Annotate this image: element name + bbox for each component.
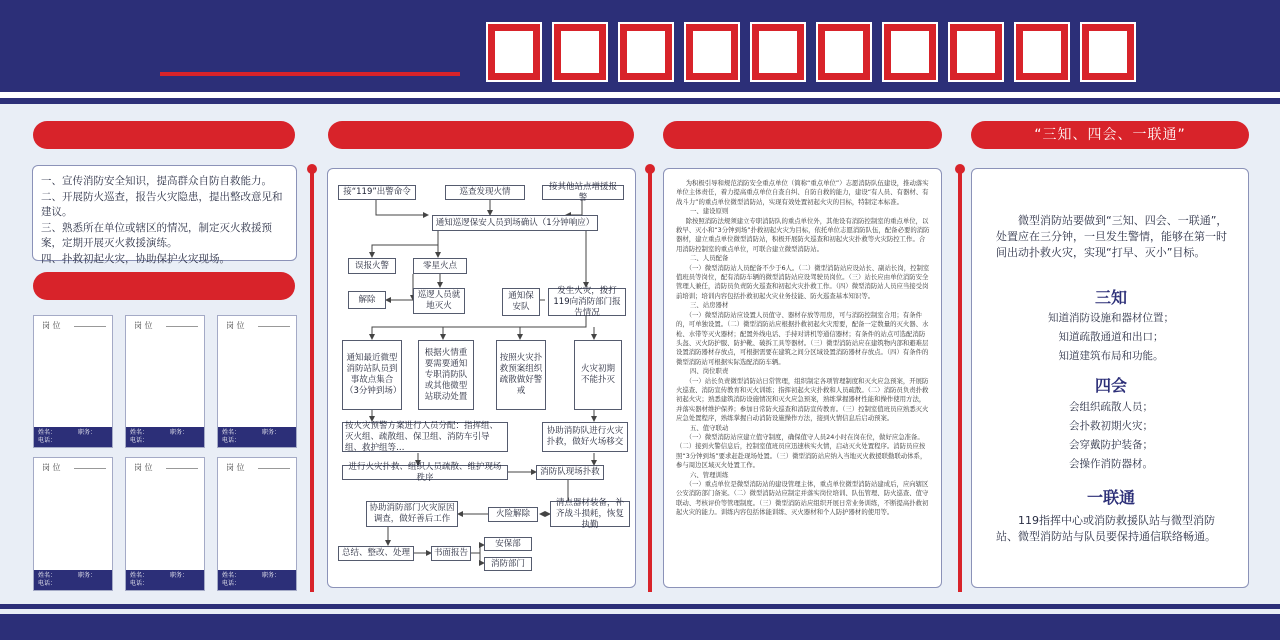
flow-node: 发生火灾，拨打119向消防部门报告情况 xyxy=(548,288,626,316)
divider-pole xyxy=(958,172,962,592)
role-position-label: 岗 位 xyxy=(226,463,245,472)
title-box xyxy=(948,22,1004,82)
regs-paragraph: （一）站长负责微型消防站日常管理，组织制定各项管理制度和灭火应急预案，开展防火巡查、消防宣传教育和灭火训练；指挥初起火灾扑救和人员疏散。（二）消防员负责扑救初起火灾；熟悉建筑消防设施情况和灭火应急预案，熟练掌握器材性能和操作使用方法，并落实器材维护保养；参加日常防火巡查和消防宣传教育。（三）控制室值班员应熟悉灭火应急处置程序，熟练掌握自动消防设施操作方法，接到火情信息后启动预案。 xyxy=(676,376,929,423)
flow-node: 巡逻人员就地灭火 xyxy=(413,288,465,314)
regs-paragraph: 除按照消防法规须建立专职消防队的重点单位外，其他设有消防控制室的重点单位，以救早、灭小和“3分钟到场”扑救初起火灾为目标，依托单位志愿消防队伍，配备必要的消防器材，建立重点单位微型消防站，积极开展防火巡查和初起火灾扑救等火灾防控工作。合用消防控制室的重点单位，可联合建立微型消防站。 xyxy=(676,216,930,253)
flow-node: 协助消防队进行火灾扑救，做好火场移交 xyxy=(542,422,628,452)
role-card xyxy=(33,315,113,448)
flow-node: 消防部门 xyxy=(484,557,532,571)
divider-pole xyxy=(648,172,652,592)
flow-node: 接“119”出警命令 xyxy=(338,185,416,200)
regs-paragraph: （一）微型消防站应设置人员值守、器材存放等用房，可与消防控制室合用；有条件的，可单独设置。（二）微型消防站应根据扑救初起火灾需要，配备一定数量的灭火器、水枪、水带等灭火器材；配置外线电话、手持对讲机等通信器材；有条件的站点可选配消防头盔、灭火防护服、防护靴、破拆工具等器材。（三）微型消防站应在建筑物内部和避难层设置消防器材存放点，可根据需要在建筑之间分区域设置消防器材存放点。（四）有条件的微型消防站可根据实际选配消防车辆。 xyxy=(676,310,929,366)
ser-intro: 微型消防站要做到“三知、四会、一联通”，处置应在三分钟，一旦发生警情，能够在第一时间出动扑救火灾，实现“打早、灭小”目标。 xyxy=(996,214,1228,259)
role-footer: 姓名： 职务： 电话： xyxy=(126,570,204,590)
ser-title: “三知、四会、一联通” xyxy=(971,121,1249,149)
san-zhi-list xyxy=(972,309,1250,366)
flow-node: 书面报告 xyxy=(431,546,471,561)
flow-node: 清点器材装备，补齐战斗损耗，恢复执勤 xyxy=(550,501,630,527)
duty-item: 三、熟悉所在单位或辖区的情况，制定灭火救援预案，定期开展灭火救援演练。 xyxy=(41,222,272,249)
title-box xyxy=(882,22,938,82)
duties-card xyxy=(32,165,297,265)
si-hui-list xyxy=(972,398,1250,474)
flow-node: 总结、整改、处理 xyxy=(338,546,414,561)
divider-pole xyxy=(310,172,314,592)
flowchart-card xyxy=(327,168,636,588)
regs-heading: 五、值守联动 xyxy=(690,423,729,432)
regs-heading: 三、站房器材 xyxy=(690,301,729,310)
regs-heading: 六、管理训练 xyxy=(690,470,729,479)
flow-node: 按照火灾扑救预案组织疏散做好警戒 xyxy=(496,340,546,410)
title-box xyxy=(816,22,872,82)
list-item: 知道疏散通道和出口； xyxy=(1058,331,1164,343)
regs-title xyxy=(663,121,942,149)
list-item: 知道建筑布局和功能。 xyxy=(1058,350,1164,362)
yi-lian-tong-heading: 一联通 xyxy=(1086,488,1135,507)
regs-paragraph: （一）重点单位是微型消防站的建设管理主体，重点单位微型消防站建成后，应向辖区公安消防部门备案。（二）微型消防站应制定并落实岗位培训、队伍管理、防火巡查、值守联动、考核评价等管理制度。（三）微型消防站应组织开展日常业务训练，不断提高扑救初起火灾的能力。训练内容包括体能训练、灭火器材和个人防护器材的使用等。 xyxy=(676,480,929,517)
flow-node: 安保部 xyxy=(484,537,532,551)
role-position-label: 岗 位 xyxy=(42,321,61,330)
flow-node: 协助消防部门火灾原因调查，做好善后工作 xyxy=(366,501,458,527)
flow-node: 根据火情重要需要通知专职消防队或其他微型站联动处置 xyxy=(418,340,474,410)
si-hui-heading: 四会 xyxy=(1094,376,1127,395)
flow-node: 误报火警 xyxy=(348,258,396,274)
role-footer: 姓名： 职务： 电话： xyxy=(218,427,296,447)
duty-item: 一、宣传消防安全知识，提高群众自防自救能力。 xyxy=(41,175,272,187)
flow-node: 火灾初期不能扑灭 xyxy=(574,340,622,410)
flow-node: 巡查发现火情 xyxy=(445,185,525,200)
list-item: 会扑救初期火灾； xyxy=(1069,420,1153,432)
title-box xyxy=(684,22,740,82)
regs-paragraph: （一）微型消防站人员配备不少于6人。（二）微型消防站应设站长、副站长岗，控制室值班员等岗位，配有消防车辆的微型消防站应设驾驶员岗位。（三）站长应由单位消防安全管理人兼任，消防员负责防火巡查和初起火灾扑救工作。（四）微型消防站人员应当接受岗前培训；培训内容包括扑救初起火灾业务技能、防火巡查基本知识等。 xyxy=(676,263,930,300)
org-title xyxy=(33,272,295,300)
regs-heading: 二、人员配备 xyxy=(690,254,729,263)
footer-band xyxy=(0,614,1280,640)
title-box xyxy=(1080,22,1136,82)
role-position-label: 岗 位 xyxy=(226,321,245,330)
role-position-label: 岗 位 xyxy=(134,321,153,330)
flow-node: 零星火点 xyxy=(413,258,467,274)
title-box xyxy=(486,22,542,82)
flow-title xyxy=(328,121,634,149)
regs-text xyxy=(664,169,941,518)
regs-paragraph: 为积极引导和规范消防安全重点单位（简称“重点单位”）志愿消防队伍建设，推动落实单位主体责任，着力提高重点单位自查自纠、自防自救的能力，建设“有人员、有器材、有战斗力”的重点单位微型消防站，实现有效处置初起火灾的目标，特制定本标准。 xyxy=(676,179,929,206)
role-card xyxy=(125,315,205,448)
role-footer: 姓名： 职务： 电话： xyxy=(34,570,112,590)
role-card xyxy=(125,457,205,591)
role-card xyxy=(33,457,113,591)
flow-node: 通知保安队 xyxy=(502,288,540,316)
flow-node: 按火灾预警方案进行人员分配：指挥组、灭火组、疏散组、保卫组、消防车引导组、救护组等… xyxy=(342,422,508,452)
flow-node: 通知巡逻保安人员到场确认（1分钟响应） xyxy=(432,215,598,231)
role-footer: 姓名： 职务： 电话： xyxy=(218,570,296,590)
list-item: 会组织疏散人员； xyxy=(1069,401,1153,413)
list-item: 会穿戴防护装备； xyxy=(1069,439,1153,451)
list-item: 会操作消防器材。 xyxy=(1069,458,1153,470)
role-position-label: 岗 位 xyxy=(134,463,153,472)
regs-heading: 四、岗位职责 xyxy=(690,367,729,376)
flow-node: 通知最近微型消防站队员到事故点集合（3分钟到场） xyxy=(342,340,402,410)
role-footer: 姓名： 职务： 电话： xyxy=(34,427,112,447)
header-accent-line xyxy=(160,72,460,76)
title-box xyxy=(552,22,608,82)
regs-card xyxy=(663,168,942,588)
role-position-label: 岗 位 xyxy=(42,463,61,472)
regs-heading: 一、建设原则 xyxy=(690,207,729,216)
footer-thin-stripe xyxy=(0,604,1280,609)
title-box xyxy=(750,22,806,82)
header-thin-stripe xyxy=(0,98,1280,104)
role-footer: 姓名： 职务： 电话： xyxy=(126,427,204,447)
ser-card xyxy=(971,168,1249,588)
duty-item: 二、开展防火巡查，报告火灾隐患，提出整改意见和建议。 xyxy=(41,191,283,218)
role-card xyxy=(217,315,297,448)
flow-node: 接其他站点增援报警 xyxy=(542,185,624,200)
regs-paragraph: （一）微型消防站应建立值守制度，确保值守人员24小时在岗在位，做好应急准备。（二）接到火警信息后，控制室值班员应迅速核实火情，启动灭火处置程序。消防员应按照“3分钟到场”要求赶赴现场处置。（三）微型消防站应纳入当地灭火救援联勤联动体系，参与周边区域灭火处置工作。 xyxy=(676,432,927,470)
role-card xyxy=(217,457,297,591)
duties-title xyxy=(33,121,295,149)
san-zhi-heading: 三知 xyxy=(1094,288,1127,307)
yi-lian-tong-text: 119指挥中心或消防救援队站与微型消防站、微型消防站与队员要保持通信联络畅通。 xyxy=(996,514,1216,543)
flow-node: 消防队现场扑救 xyxy=(536,465,604,480)
title-box xyxy=(1014,22,1070,82)
list-item: 知道消防设施和器材位置； xyxy=(1048,312,1174,324)
flow-node: 火险解除 xyxy=(488,507,538,522)
flow-node: 进行火灾扑救、组织人员疏散、维护现场秩序 xyxy=(342,465,508,480)
duty-item: 四、扑救初起火灾，协助保护火灾现场。 xyxy=(41,253,230,265)
title-box xyxy=(618,22,674,82)
flow-node: 解除 xyxy=(348,291,386,309)
